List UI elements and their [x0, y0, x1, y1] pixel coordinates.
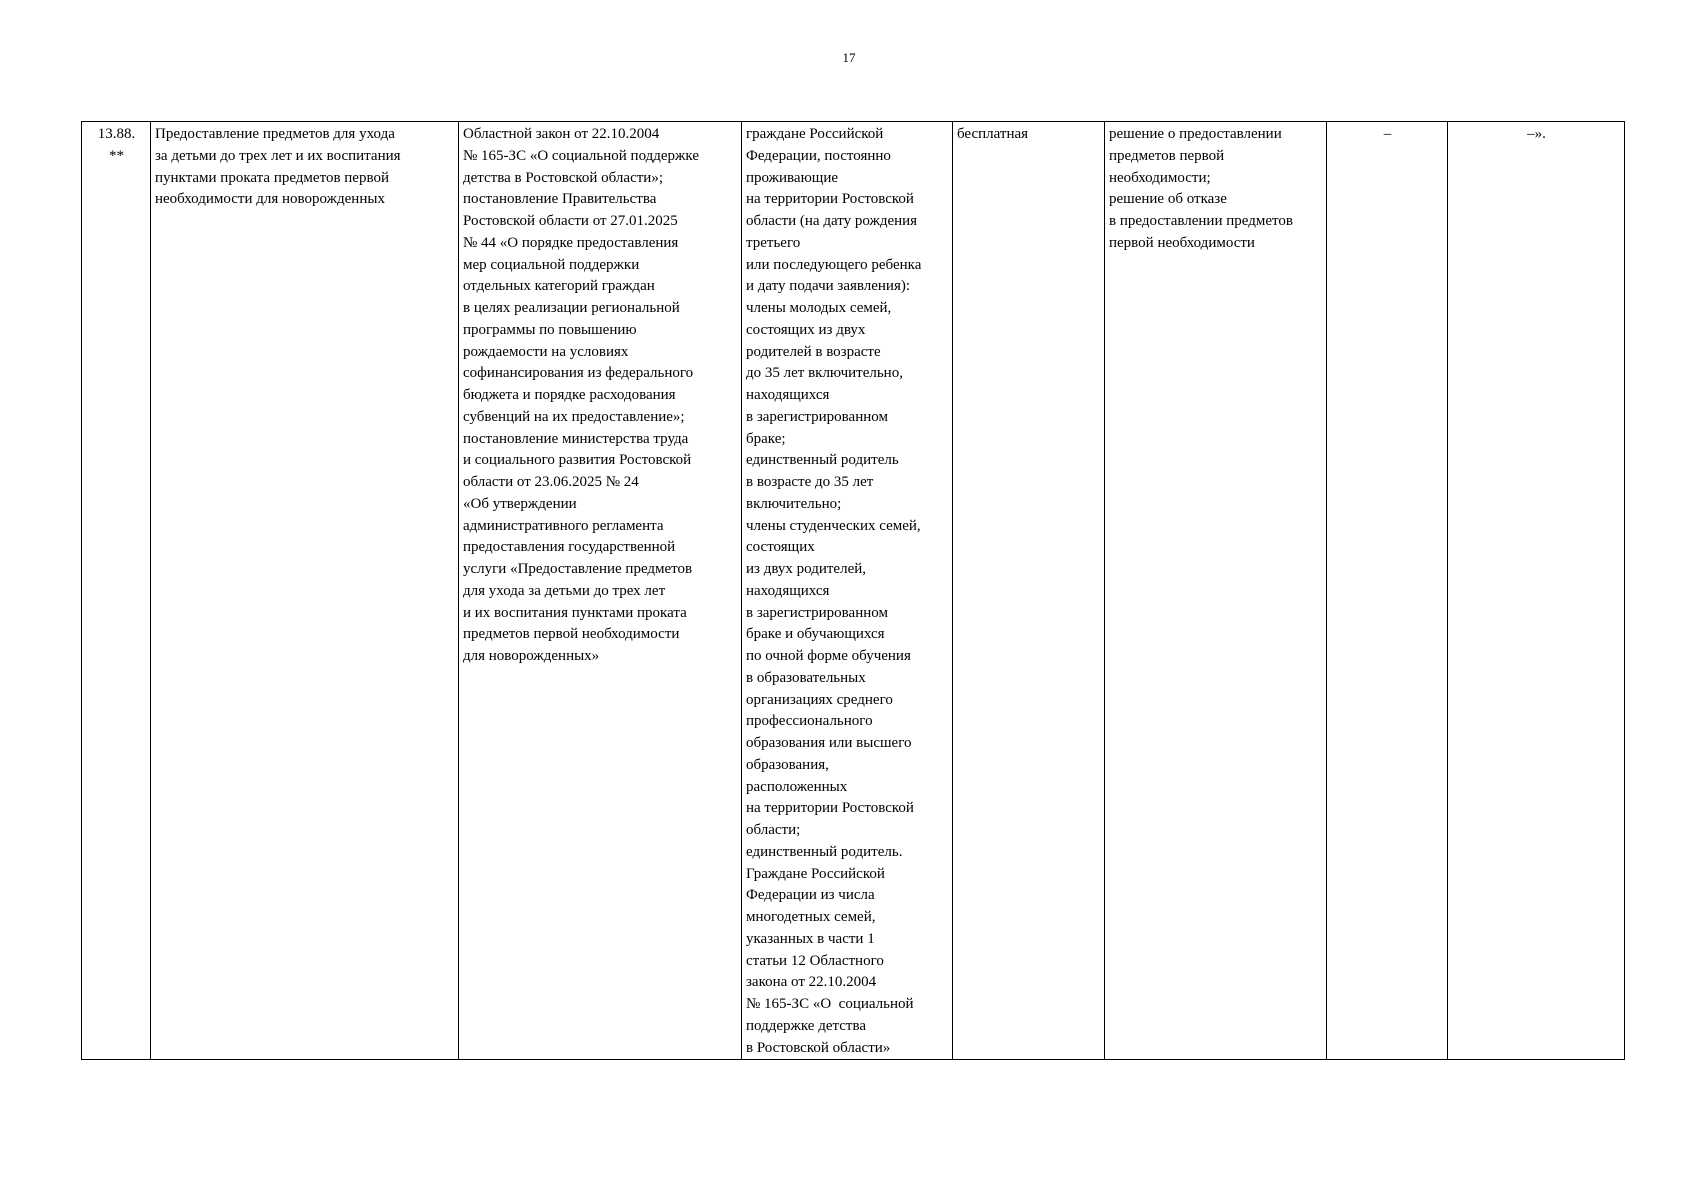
column-7-value: –: [1383, 126, 1392, 142]
services-table: [81, 121, 1625, 1060]
column-8-cell: [1448, 122, 1625, 1060]
table-row: [82, 122, 1625, 1060]
service-name: Предоставление предметов для ухода за детьми до трех лет и их воспитания пунктами проката предметов первой необходимости для новорожденных: [155, 126, 401, 208]
recipients-cell: [742, 122, 953, 1060]
column-8-value: –».: [1527, 126, 1546, 142]
page-number: 17: [842, 50, 856, 65]
result-cell: [1105, 122, 1327, 1060]
legal-basis: Областной закон от 22.10.2004 № 165-ЗС «О социальной поддержке детства в Ростовской области»; постановление Правительства Ростовской области от 27.01.2025 № 44 «О порядке предоставления мер социальной поддержки отдельных категорий граждан в целях реализации региональной программы по повышению рождаемости на условиях софинансирования из федерального бюджета и порядке расходования субвенций на их предоставление»; постановление министерства труда и социального развития Ростовской области от 23.06.2025 № 24 «Об утверждении административного регламента предоставления государственной услуги «Предоставление предметов для ухода за детьми до трех лет и их воспитания пунктами проката предметов первой необходимости для новорожденных»: [463, 126, 699, 664]
legal-basis-cell: [459, 122, 742, 1060]
column-7-cell: [1327, 122, 1448, 1060]
service-name-cell: [151, 122, 459, 1060]
row-number-cell: [82, 122, 151, 1060]
cost: бесплатная: [957, 126, 1029, 142]
recipients: граждане Российской Федерации, постоянно проживающие на территории Ростовской области (на дату рождения третьего или последующего ребенка и дату подачи заявления): члены молодых семей, состоящих из двух родителей в возрасте до 35 лет включительно, находящихся в зарегистрированном браке; единственный родитель в возрасте до 35 лет включительно; члены студенческих семей, состоящих из двух родителей, находящихся в зарегистрированном браке и обучающихся по очной форме обучения в образовательных организациях среднего профессионального образования или высшего образования, расположенных на территории Ростовской области; единственный родитель. Граждане Российской Федерации из числа многодетных семей, указанных в части 1 статьи 12 Областного закона от 22.10.2004 № 165-ЗС «О социальной поддержке детства в Ростовской области»: [746, 126, 922, 1056]
cost-cell: [953, 122, 1105, 1060]
row-number: 13.88. **: [97, 126, 136, 164]
result: решение о предоставлении предметов первой необходимости; решение об отказе в предоставлении предметов первой необходимости: [1109, 126, 1293, 251]
